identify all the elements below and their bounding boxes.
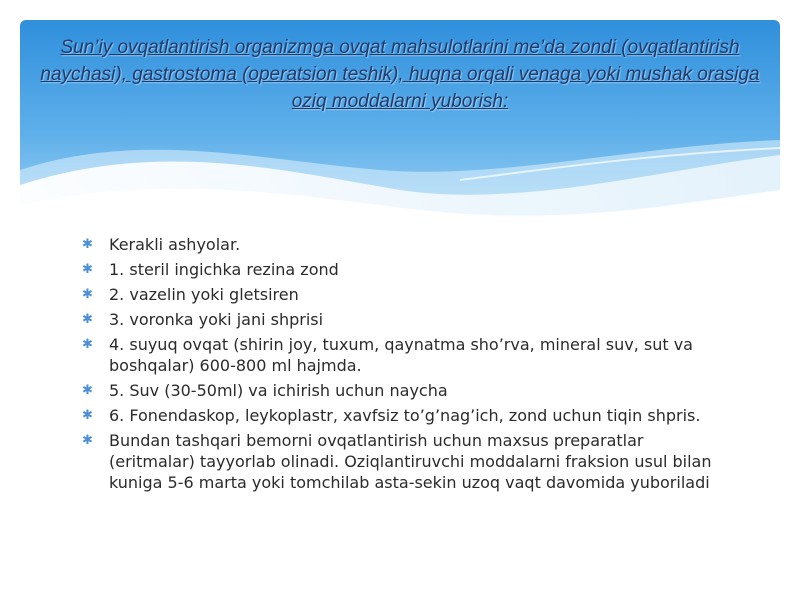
- asterisk-bullet-icon: ✱: [82, 287, 93, 302]
- asterisk-bullet-icon: ✱: [82, 433, 93, 448]
- requirements-list: [78, 234, 728, 497]
- list-item: [78, 334, 728, 376]
- asterisk-bullet-icon: ✱: [82, 237, 93, 252]
- list-item-text: 2. vazelin yoki gletsiren: [109, 285, 299, 304]
- list-item: [78, 405, 728, 426]
- list-item-text: 6. Fonendaskop, leykoplastr, xavfsiz to’g’nag’ich, zond uchun tiqin shpris.: [109, 406, 701, 425]
- asterisk-bullet-icon: ✱: [82, 337, 93, 352]
- list-item: [78, 234, 728, 255]
- list-item-text: Kerakli ashyolar.: [109, 235, 241, 254]
- list-item: [78, 430, 728, 493]
- asterisk-bullet-icon: ✱: [82, 312, 93, 327]
- list-item: [78, 309, 728, 330]
- list-item-text: 5. Suv (30-50ml) va ichirish uchun naycha: [109, 381, 448, 400]
- slide-title: Sun’iy ovqatlantirish organizmga ovqat mahsulotlarini me’da zondi (ovqatlantirish naychasi), gastrostoma (operatsion teshik), huqna orqali venaga yoki mushak orasiga oziq moddalarni yuborish:: [40, 37, 760, 112]
- list-item: [78, 259, 728, 280]
- asterisk-bullet-icon: ✱: [82, 408, 93, 423]
- list-item-text: 4. suyuq ovqat (shirin joy, tuxum, qaynatma sho’rva, mineral suv, sut va boshqalar) 600-800 ml hajmda.: [109, 335, 693, 375]
- list-item-text: 3. voronka yoki jani shprisi: [109, 310, 324, 329]
- list-item-text: 1. steril ingichka rezina zond: [109, 260, 339, 279]
- list-item: [78, 284, 728, 305]
- asterisk-bullet-icon: ✱: [82, 262, 93, 277]
- list-item-text: Bundan tashqari bemorni ovqatlantirish uchun maxsus preparatlar (eritmalar) tayyorlab olinadi. Oziqlantiruvchi moddalarni fraksion usul bilan kuniga 5-6 marta yoki tomchilab asta-sekin uzoq vaqt davomida yuboriladi: [109, 431, 712, 492]
- list-item: [78, 380, 728, 401]
- asterisk-bullet-icon: ✱: [82, 383, 93, 398]
